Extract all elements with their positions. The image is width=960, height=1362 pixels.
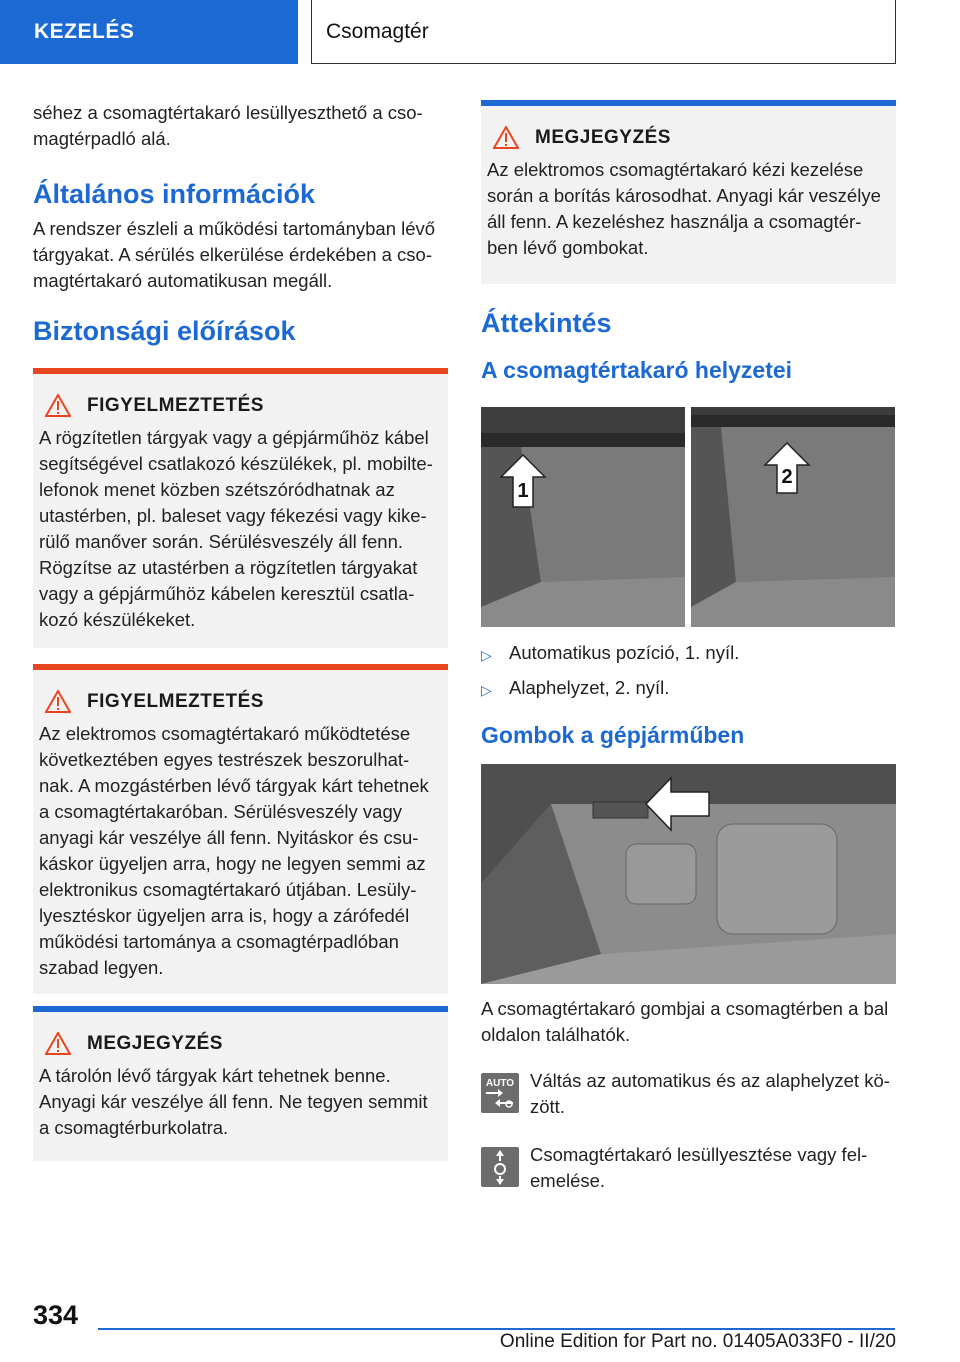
general-text: A rendszer észleli a működési tartományban lévő tárgyakat. A sérülés elkerülése érdekében a cso-magtértakaró automatikusan megáll. [33,218,436,291]
section-title: Csomagtér [326,19,429,43]
trunk-buttons-illustration [481,764,896,984]
note-title: MEGJEGYZÉS [535,126,671,148]
page-number: 334 [33,1300,79,1330]
chapter-tab [0,0,298,64]
note-text: A tárolón lévő tárgyak kárt tehetnek benne. Anyagi kár veszélye áll fenn. Ne tegyen semmit a csomagtérburkolatra. [39,1065,428,1138]
note-text: Az elektromos csomagtértakaró kézi kezelése során a borítás károsodhat. Anyagi kár veszélye áll fenn. A kezeléshez használja a csomagtér-ben lévő gombokat. [487,159,881,258]
warning-triangle-icon [493,126,519,149]
trunk-buttons-photo [481,764,896,984]
positions-list [481,640,896,703]
bullet-triangle-icon: ▷ [481,682,492,698]
note-title: MEGJEGYZÉS [87,1032,223,1054]
list-item [481,640,896,668]
warning-triangle-icon [45,1032,71,1055]
warning-title: FIGYELMEZTETÉS [87,690,264,712]
lower-raise-button-icon [481,1147,519,1187]
auto-icon-label: AUTO [485,1078,515,1089]
warning-box-2 [33,664,448,994]
buttons-text: A csomagtértakaró gombjai a csomagtérben a bal oldalon találhatók. [481,998,889,1045]
footer-edition: Online Edition for Part no. 01405A033F0 - II/20 [499,1331,896,1352]
general-heading: Általános információk [33,179,316,209]
list-item [481,675,896,703]
note-box-2 [481,100,896,284]
button1-text: Váltás az automatikus és az alaphelyzet kö-zött. [530,1070,890,1117]
trunk-photo-position-1 [481,407,685,627]
button2-text: Csomagtértakaró lesüllyesztése vagy fel-emelése. [530,1144,868,1191]
warning-triangle-icon [45,394,71,417]
section-title-box [311,0,896,64]
warning-text: Az elektromos csomagtértakaró működtetése következtében egyes testrészek beszorulhat-nak. A mozgástérben lévő tárgyak kárt tehetnek a csomagtértakaróban. Sérülésveszély vagy anyagi kár veszélye áll fenn. Nyitáskor és csu-káskor ügyeljen arra, hogy ne legyen semmi az elektronikus csomagtértakaró útjában. Lesüly-lyesztéskor ügyeljen arra is, hogy a zárófedél működési tartománya a csomagtérpadlóban szabad legyen. [39,723,429,978]
trunk-illustration [691,407,895,627]
arrow-label: 1 [517,480,529,502]
auto-button-icon [481,1073,519,1113]
safety-heading: Biztonsági előírások [33,316,296,346]
footer-divider [98,1328,895,1330]
trunk-illustration [481,407,685,627]
warning-triangle-icon [45,690,71,713]
warning-text: A rögzítetlen tárgyak vagy a gépjárműhöz kábel segítségével csatlakozó készülékek, pl. mobilte-lefonok menet közben szétszóródhatnak az utastérben, pl. baleset vagy fékezési vagy kike-rülő manőver során. Sérülésveszély áll fenn. Rögzítse az utastérben a rögzítetlen tárgyakat vagy a gépjárműhöz kábelen keresztül csatla-kozó készülékeket. [39,427,433,630]
arrow-label: 2 [781,466,793,488]
list-item-text: Automatikus pozíció, 1. nyíl. [509,642,740,663]
list-item-text: Alaphelyzet, 2. nyíl. [509,677,670,698]
buttons-heading: Gombok a gépjárműben [481,722,745,748]
trunk-photo-position-2 [691,407,895,627]
note-box-1 [33,1006,448,1161]
overview-heading: Áttekintés [481,308,612,338]
warning-box-1 [33,368,448,648]
warning-title: FIGYELMEZTETÉS [87,394,264,416]
left-column [33,100,448,1161]
chapter-label: KEZELÉS [34,20,135,43]
bullet-triangle-icon: ▷ [481,647,492,663]
right-column [481,100,896,384]
positions-heading: A csomagtértakaró helyzetei [481,357,793,383]
intro-text: séhez a csomagtértakaró lesüllyeszthető a cso-magtérpadló alá. [33,102,423,149]
